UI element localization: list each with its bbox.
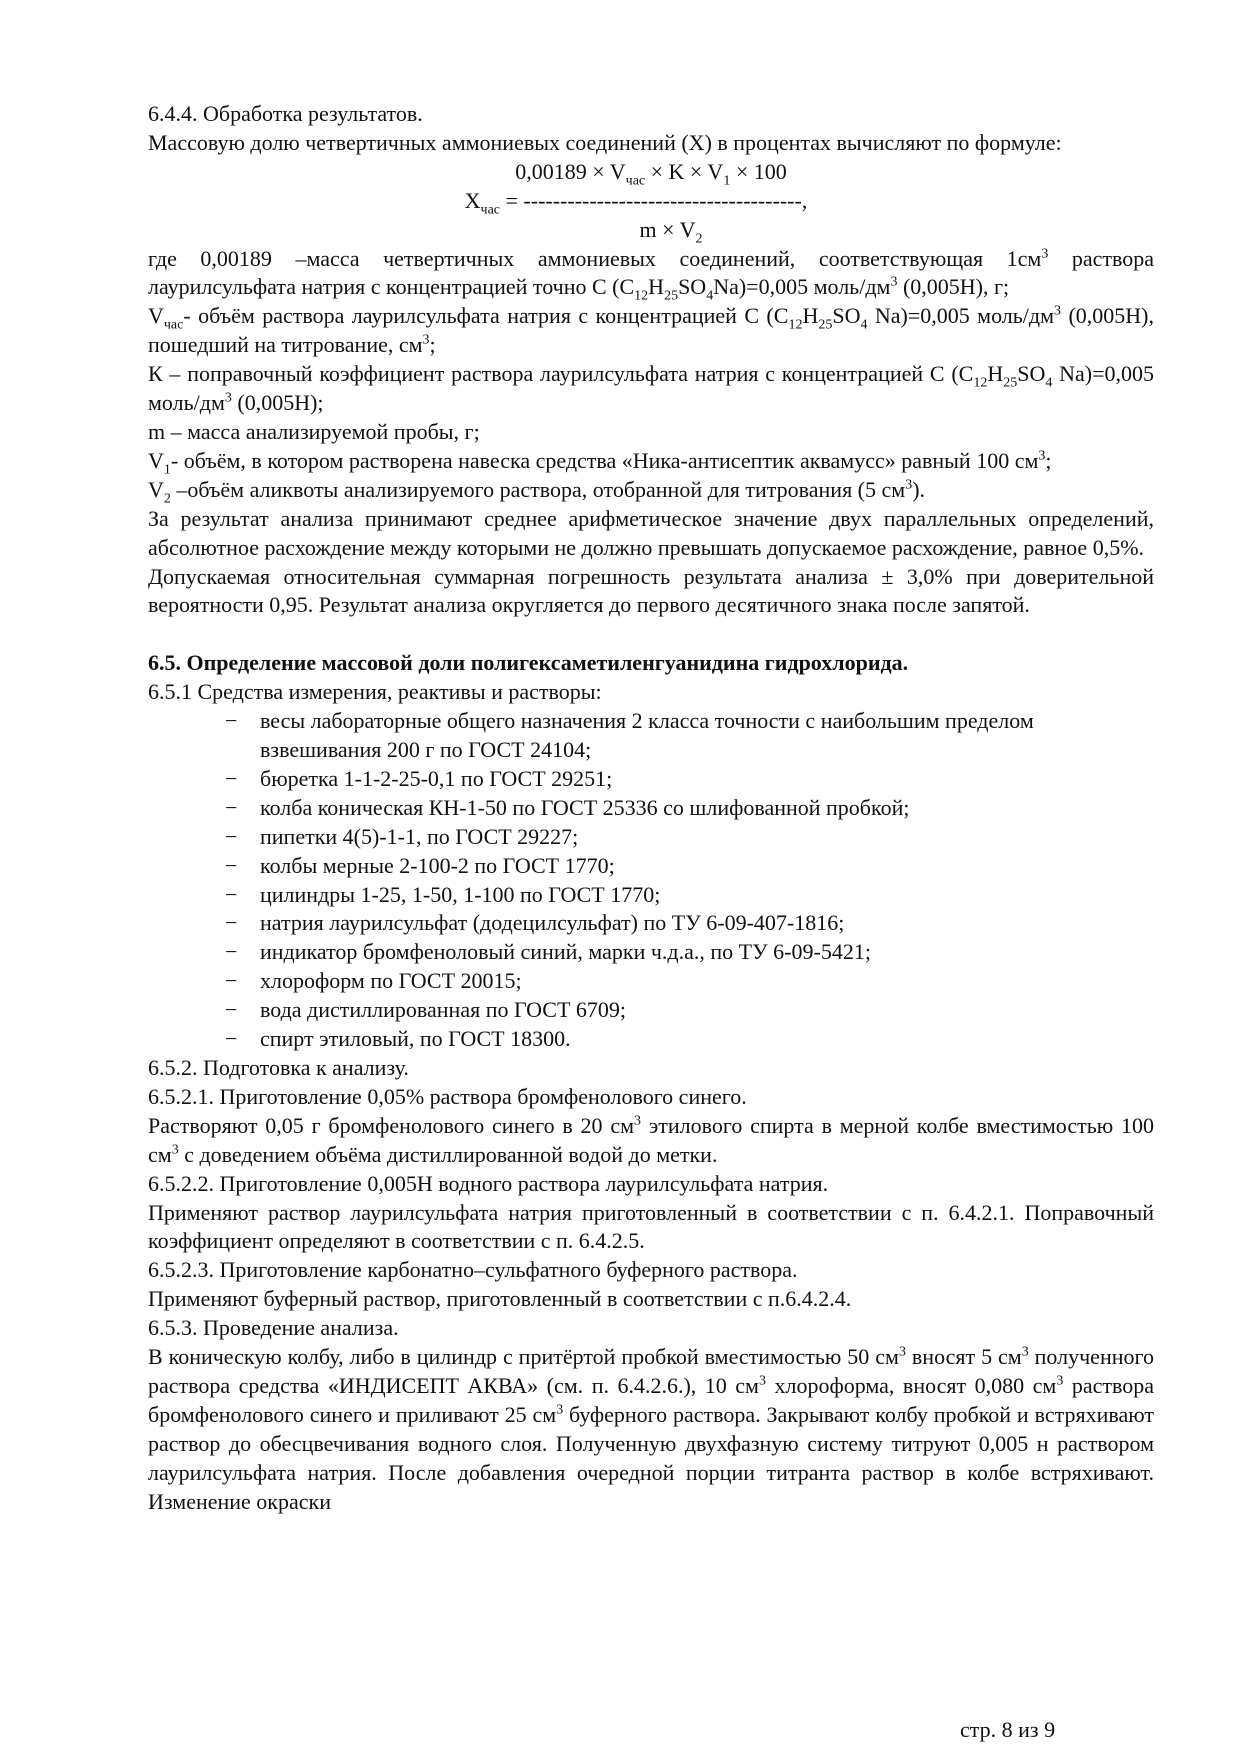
- page-number: стр. 8 из 9: [960, 1717, 1056, 1742]
- definition-v1: $V_1-$ объём, в котором растворена навеска средства «Ника-антисептик аквамусс» равный 100 $см^3$;: [148, 447, 1052, 478]
- formula-numerator: $0,00189 \times V_{час} \times K \times V_1 \times 100$: [515, 158, 787, 189]
- definition-v2: $V_2$ –объём аликвоты анализируемого раствора, отобранной для титрования (5 $см^3$).: [148, 476, 926, 507]
- list-item: [148, 823, 1154, 852]
- section-6-5-2-2-title: 6.5.2.2. Приготовление 0,005Н водного раствора лаурилсульфата натрия.: [148, 1170, 829, 1196]
- list-item-text: бюретка 1-1-2-25-0,1 по ГОСТ 29251;: [260, 765, 613, 791]
- section-6-5-2-3-text: Применяют буферный раствор, приготовленный в соответствии с п.6.4.2.4.: [148, 1286, 852, 1312]
- formula-lhs: $X_{час}$ = --------------------------------------,: [464, 187, 808, 218]
- list-bullet: −: [225, 765, 238, 791]
- section-6-5-3-title: 6.5.3. Проведение анализа.: [148, 1315, 399, 1341]
- section-6-5-2-2-text: Применяют раствор лаурилсульфата натрия приготовленный в соответствии с п. 6.4.2.1. Поправочный коэффициент определяют в соответствии с п. 6.4.2.5.: [148, 1199, 1154, 1254]
- document-page: [148, 100, 1154, 1517]
- list-item: [148, 996, 1154, 1025]
- list-item: [148, 1025, 1154, 1054]
- list-bullet: −: [225, 910, 238, 936]
- list-item: [148, 794, 1154, 823]
- list-item: [148, 881, 1154, 910]
- list-item-text: колба коническая КН-1-50 по ГОСТ 25336 со шлифованной пробкой;: [260, 794, 910, 820]
- list-item: [148, 852, 1154, 881]
- formula-intro: Массовую долю четвертичных аммониевых соединений (Х) в процентах вычисляют по формуле:: [148, 129, 1062, 155]
- list-item-text: цилиндры 1-25, 1-50, 1-100 по ГОСТ 1770;: [260, 881, 661, 907]
- section-6-5-2-1-text: Растворяют 0,05 г бромфенолового синего в 20 $см^3$ этилового спирта в мерной колбе вместимостью 100 $см^3$ с доведением объёма дистиллированной водой до метки.: [148, 1112, 1154, 1167]
- list-item: [148, 909, 1154, 938]
- list-item-text: вода дистиллированная по ГОСТ 6709;: [260, 997, 627, 1023]
- list-bullet: −: [225, 968, 238, 994]
- definition-k: К – поправочный коэффициент раствора лаурилсульфата натрия с концентрацией С ($C_{12}H_{25}SO_4$ Na)=0,005 моль/$дм^3$ (0,005Н);: [148, 361, 1155, 416]
- definition-mass: где 0,00189 –масса четвертичных аммониевых соединений, соответствующая $1см^3$ раствора лаурилсульфата натрия с концентрацией точно С $(C_{12}H_{25}SO_4Na)=0,005$ моль/$дм^3$ (0,005Н), г;: [148, 245, 1154, 304]
- section-6-5-3-text: В коническую колбу, либо в цилиндр с притёртой пробкой вместимостью 50 $см^3$ вносят 5 $см^3$ полученного раствора средства «ИНДИСЕПТ АКВА» (см. п. 6.4.2.6.), 10 $см^3$ хлороформа, вносят 0,080 $см^3$ раствора бромфенолового синего и приливают 25 $см^3$ буферного раствора. Закрывают колбу пробкой и встряхивают раствор до обесцвечивания водного слоя. Полученную двухфазную систему титруют 0,005 н раствором лаурилсульфата натрия. После добавления очередной порции титранта раствор в колбе встряхивают. Изменение окраски: [148, 1344, 1154, 1514]
- list-bullet: −: [225, 708, 238, 734]
- definition-m: m – масса анализируемой пробы, г;: [148, 418, 480, 444]
- section-6-5-2-1-title: 6.5.2.1. Приготовление 0,05% раствора бромфенолового синего.: [148, 1083, 747, 1109]
- error-paragraph: Допускаемая относительная суммарная погрешность результата анализа ± 3,0% при доверительной вероятности 0,95. Результат анализа округляется до первого десятичного знака после запятой.: [148, 563, 1154, 618]
- definition-vchas: $V_{час}-$ объём раствора лаурилсульфата натрия с концентрацией С ($C_{12}H_{25}SO_4$ Na)=0,005 моль/$дм^3$ (0,005Н), пошедший на титрование, $см^3$;: [148, 303, 1155, 358]
- formula: [148, 158, 1154, 245]
- list-bullet: −: [225, 939, 238, 965]
- list-item-text: весы лабораторные общего назначения 2 класса точности с наибольшим пределом взвешивания 200 г по ГОСТ 24104;: [260, 708, 1034, 763]
- list-item: [148, 765, 1154, 794]
- list-bullet: −: [225, 1026, 238, 1052]
- section-6-5-heading: 6.5. Определение массовой доли полигексаметиленгуанидина гидрохлорида.: [148, 650, 909, 676]
- list-item: [148, 967, 1154, 996]
- formula-denominator: $m \times V_2$: [639, 216, 703, 247]
- list-item-text: индикатор бромфеноловый синий, марки ч.д.а., по ТУ 6-09-5421;: [260, 939, 871, 965]
- section-6-4-4-title: 6.4.4. Обработка результатов.: [148, 101, 423, 126]
- list-item-text: колбы мерные 2-100-2 по ГОСТ 1770;: [260, 852, 615, 878]
- list-bullet: −: [225, 823, 238, 849]
- list-bullet: −: [225, 881, 238, 907]
- list-item: [148, 938, 1154, 967]
- list-item: [148, 707, 1154, 765]
- section-gap: [148, 620, 1154, 649]
- list-item-text: пипетки 4(5)-1-1, по ГОСТ 29227;: [260, 823, 579, 849]
- list-item-text: спирт этиловый, по ГОСТ 18300.: [260, 1026, 571, 1052]
- list-bullet: −: [225, 997, 238, 1023]
- list-bullet: −: [225, 852, 238, 878]
- list-item-text: натрия лаурилсульфат (додецилсульфат) по ТУ 6-09-407-1816;: [260, 910, 845, 936]
- list-bullet: −: [225, 794, 238, 820]
- section-6-5-2-title: 6.5.2. Подготовка к анализу.: [148, 1055, 409, 1080]
- section-6-5-1-title: 6.5.1 Средства измерения, реактивы и растворы:: [148, 679, 602, 705]
- list-item-text: хлороформ по ГОСТ 20015;: [260, 968, 522, 994]
- equipment-list: [148, 707, 1154, 1054]
- section-6-5-2-3-title: 6.5.2.3. Приготовление карбонатно–сульфатного буферного раствора.: [148, 1257, 798, 1283]
- result-paragraph: За результат анализа принимают среднее арифметическое значение двух параллельных определений, абсолютное расхождение между которыми не должно превышать допускаемое расхождение, равное 0,5%.: [148, 505, 1154, 560]
